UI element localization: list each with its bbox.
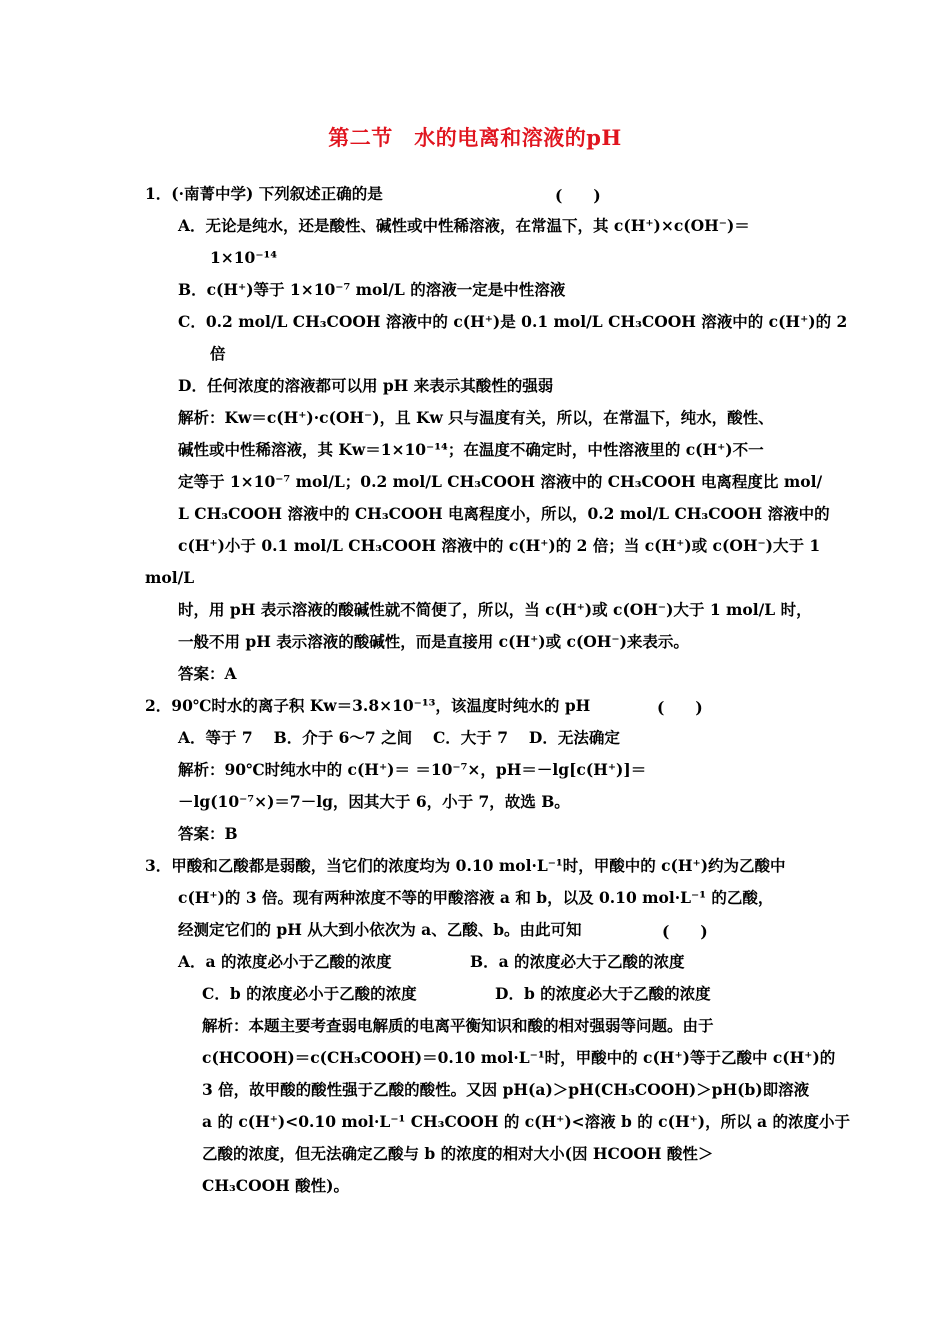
q1-explanation-line5: c(H⁺)小于 0.1 mol/L CH₃COOH 溶液中的 c(H⁺)的 2 倍；当 c(H⁺)或 c(OH⁻)大于 1 <box>178 536 821 555</box>
q1-explanation-line2: 碱性或中性稀溶液，其 Kw＝1×10⁻¹⁴；在温度不确定时，中性溶液里的 c(H⁺)不一 <box>178 440 764 459</box>
q3-explanation-line5: 乙酸的浓度，但无法确定乙酸与 b 的浓度的相对大小(因 HCOOH 酸性＞ <box>202 1144 714 1163</box>
q3-stem-line3: 经测定它们的 pH 从大到小依次为 a、乙酸、b。由此可知 <box>178 920 582 939</box>
q2-options: A．等于 7 B．介于 6～7 之间 C．大于 7 D．无法确定 <box>178 728 620 747</box>
q2-answer: 答案：B <box>178 824 238 843</box>
q3-option-b: B．a 的浓度必大于乙酸的浓度 <box>470 952 685 971</box>
q2-stem: 2．90℃时水的离子积 Kw＝3.8×10⁻¹³，该温度时纯水的 pH <box>145 696 591 715</box>
q3-option-a: A．a 的浓度必小于乙酸的浓度 <box>178 952 392 971</box>
q1-option-b: B．c(H⁺)等于 1×10⁻⁷ mol/L 的溶液一定是中性溶液 <box>178 280 566 299</box>
q3-explanation-line4: a 的 c(H⁺)<0.10 mol·L⁻¹ CH₃COOH 的 c(H⁺)<溶液 b 的 c(H⁺)，所以 a 的浓度小于 <box>202 1112 850 1131</box>
q1-stem: 1．(·南菁中学) 下列叙述正确的是 <box>145 184 383 203</box>
q1-explanation-line3: 定等于 1×10⁻⁷ mol/L；0.2 mol/L CH₃COOH 溶液中的 CH₃COOH 电离程度比 mol/ <box>178 472 823 491</box>
q1-explanation-line7: 时，用 pH 表示溶液的酸碱性就不简便了，所以，当 c(H⁺)或 c(OH⁻)大于 1 mol/L 时， <box>178 600 812 619</box>
q3-stem-line1: 3．甲酸和乙酸都是弱酸，当它们的浓度均为 0.10 mol·L⁻¹时，甲酸中的 c(H⁺)约为乙酸中 <box>145 856 786 875</box>
q1-explanation-line1: 解析：Kw＝c(H⁺)·c(OH⁻)，且 Kw 只与温度有关，所以，在常温下，纯水，酸性、 <box>178 408 774 427</box>
q3-explanation-line1: 解析：本题主要考查弱电解质的电离平衡知识和酸的相对强弱等问题。由于 <box>202 1016 714 1035</box>
q3-explanation-line6: CH₃COOH 酸性)。 <box>202 1176 349 1195</box>
q2-answer-blank: ( ) <box>657 698 703 717</box>
q1-option-a-line1: A．无论是纯水，还是酸性、碱性或中性稀溶液，在常温下，其 c(H⁺)×c(OH⁻)＝ <box>178 216 750 235</box>
q1-option-d: D．任何浓度的溶液都可以用 pH 来表示其酸性的强弱 <box>178 376 554 395</box>
q3-explanation-line2: c(HCOOH)＝c(CH₃COOH)＝0.10 mol·L⁻¹时，甲酸中的 c(H⁺)等于乙酸中 c(H⁺)的 <box>202 1048 836 1067</box>
q1-answer: 答案：A <box>178 664 237 683</box>
q1-option-c-line1: C．0.2 mol/L CH₃COOH 溶液中的 c(H⁺)是 0.1 mol/L CH₃COOH 溶液中的 c(H⁺)的 2 <box>178 312 848 331</box>
q2-explanation-line2: －lg(10⁻⁷×)＝7－lg，因其大于 6，小于 7，故选 B。 <box>178 792 570 811</box>
q3-explanation-line3: 3 倍，故甲酸的酸性强于乙酸的酸性。又因 pH(a)＞pH(CH₃COOH)＞pH(b)即溶液 <box>202 1080 810 1099</box>
q1-explanation-line8: 一般不用 pH 表示溶液的酸碱性，而是直接用 c(H⁺)或 c(OH⁻)来表示。 <box>178 632 689 651</box>
q3-answer-blank: ( ) <box>662 922 708 941</box>
q3-option-d: D．b 的浓度必大于乙酸的浓度 <box>495 984 711 1003</box>
q1-option-a-line2: 1×10⁻¹⁴ <box>210 248 278 267</box>
q1-option-c-line2: 倍 <box>210 344 226 363</box>
q1-explanation-line4: L CH₃COOH 溶液中的 CH₃COOH 电离程度小，所以，0.2 mol/L CH₃COOH 溶液中的 <box>178 504 830 523</box>
q3-option-c: C．b 的浓度必小于乙酸的浓度 <box>202 984 417 1003</box>
section-title: 第二节 水的电离和溶液的pH <box>328 125 622 150</box>
q3-stem-line2: c(H⁺)的 3 倍。现有两种浓度不等的甲酸溶液 a 和 b，以及 0.10 mol·L⁻¹ 的乙酸， <box>178 888 774 907</box>
q2-explanation-line1: 解析：90℃时纯水中的 c(H⁺)＝ ＝10⁻⁷×，pH＝－lg[c(H⁺)]＝ <box>178 760 647 779</box>
q1-answer-blank: ( ) <box>555 186 601 205</box>
q1-explanation-line6: mol/L <box>145 568 195 587</box>
